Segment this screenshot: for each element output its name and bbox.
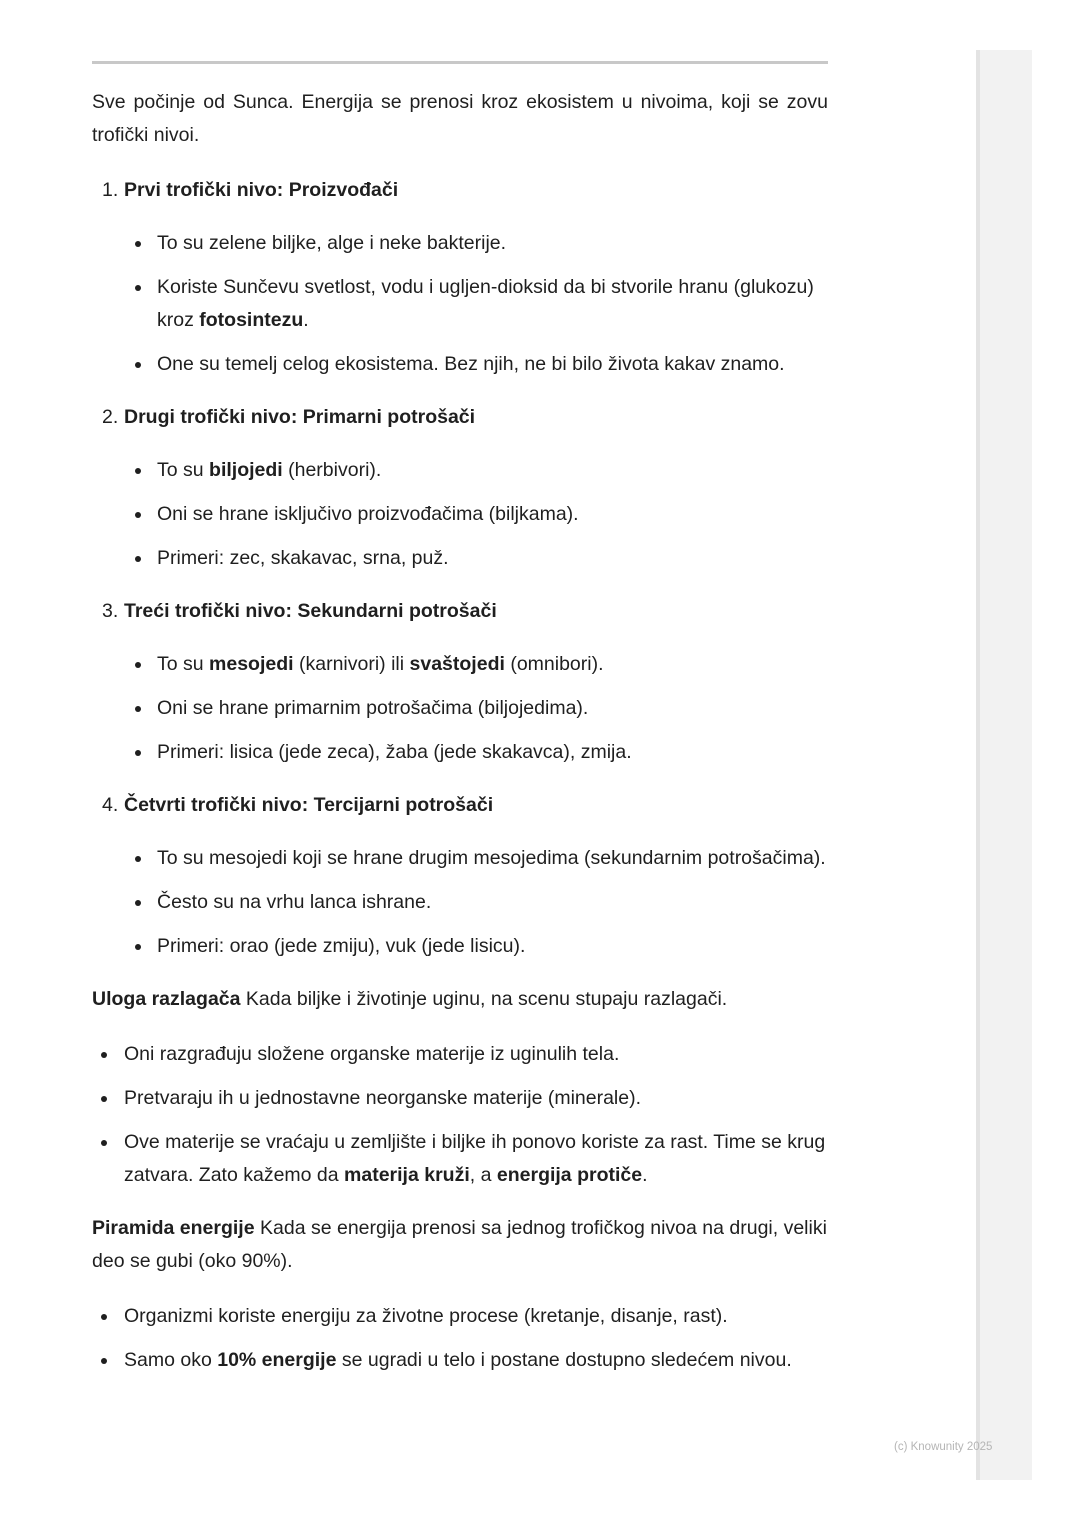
trophic-levels-list xyxy=(92,174,828,963)
text-segment: Primeri: lisica (jede zeca), žaba (jede skakavca), zmija. xyxy=(157,741,632,763)
bullet-item xyxy=(92,1082,828,1115)
bullet-item xyxy=(92,348,828,381)
text-segment: . xyxy=(642,1164,648,1186)
bullet-item xyxy=(92,227,828,260)
text-segment: (karnivori) ili xyxy=(293,653,410,675)
pyramid-paragraph xyxy=(92,1212,828,1278)
copyright-watermark: (c) Knowunity 2025 xyxy=(894,1441,993,1453)
text-segment: To su xyxy=(157,459,210,481)
bullet-item xyxy=(92,498,828,531)
bullet-dot-icon xyxy=(101,1140,107,1146)
bullet-dot-icon xyxy=(101,1052,107,1058)
bold-text: biljojedi xyxy=(209,459,283,481)
text-segment: . xyxy=(303,309,309,331)
text-segment: Oni se hrane isključivo proizvođačima (biljkama). xyxy=(157,503,579,525)
pyramid-text: Kada se energija prenosi sa jednog trofičkog nivoa na drugi, veliki deo se gubi (oko 90%). xyxy=(92,1217,827,1272)
level-bullet-list xyxy=(92,454,828,575)
decomposers-paragraph xyxy=(92,983,828,1016)
bullet-item xyxy=(92,886,828,919)
text-segment: To su xyxy=(157,653,210,675)
level-title: Četvrti trofički nivo: Tercijarni potrošači xyxy=(124,794,494,816)
level-number: 3. xyxy=(102,600,119,622)
text-segment: Koriste Sunčevu svetlost, vodu i ugljen-dioksid da bi stvorile hranu (glukozu) kroz xyxy=(157,276,814,331)
text-segment: , a xyxy=(469,1164,497,1186)
bold-text: svaštojedi xyxy=(409,653,505,675)
level-number: 2. xyxy=(102,406,119,428)
bullet-dot-icon xyxy=(101,1358,107,1364)
bullet-item xyxy=(92,648,828,681)
bullet-item xyxy=(92,454,828,487)
text-segment: Oni razgrađuju složene organske materije iz uginulih tela. xyxy=(124,1043,620,1065)
bullet-dot-icon xyxy=(135,750,141,756)
text-segment: Često su na vrhu lanca ishrane. xyxy=(157,891,432,913)
bullet-item xyxy=(92,1344,828,1377)
decomposers-text: Kada biljke i životinje uginu, na scenu stupaju razlagači. xyxy=(240,988,728,1010)
level-title: Drugi trofički nivo: Primarni potrošači xyxy=(124,406,476,428)
pyramid-bullet-list xyxy=(92,1300,828,1377)
bold-text: 10% energije xyxy=(217,1349,337,1371)
bullet-dot-icon xyxy=(135,944,141,950)
bullet-dot-icon xyxy=(135,662,141,668)
text-segment: One su temelj celog ekosistema. Bez njih, ne bi bilo života kakav znamo. xyxy=(157,353,785,375)
bullet-dot-icon xyxy=(135,285,141,291)
level-number: 1. xyxy=(102,179,119,201)
pyramid-heading: Piramida energije xyxy=(92,1217,255,1239)
bold-text: fotosintezu xyxy=(199,309,304,331)
decomposers-bullet-list xyxy=(92,1038,828,1192)
level-title: Treći trofički nivo: Sekundarni potrošači xyxy=(124,600,497,622)
document-body xyxy=(92,86,828,1397)
bullet-dot-icon xyxy=(135,856,141,862)
trophic-level-section xyxy=(92,401,828,575)
text-segment: (herbivori). xyxy=(282,459,382,481)
bullet-dot-icon xyxy=(135,468,141,474)
bold-text: mesojedi xyxy=(209,653,294,675)
bullet-dot-icon xyxy=(135,706,141,712)
bullet-dot-icon xyxy=(135,241,141,247)
level-bullet-list xyxy=(92,648,828,769)
text-segment: se ugradi u telo i postane dostupno sledećem nivou. xyxy=(336,1349,792,1371)
page-side-strip xyxy=(976,50,1032,1480)
level-title: Prvi trofički nivo: Proizvođači xyxy=(124,179,399,201)
decomposers-heading: Uloga razlagača xyxy=(92,988,241,1010)
bullet-item xyxy=(92,692,828,725)
bullet-dot-icon xyxy=(101,1096,107,1102)
text-segment: Pretvaraju ih u jednostavne neorganske materije (minerale). xyxy=(124,1087,642,1109)
bullet-item xyxy=(92,842,828,875)
bullet-item xyxy=(92,736,828,769)
level-number: 4. xyxy=(102,794,119,816)
trophic-level-section xyxy=(92,174,828,381)
bullet-item xyxy=(92,1300,828,1333)
bullet-item xyxy=(92,1126,828,1192)
level-heading xyxy=(102,401,828,434)
bullet-item xyxy=(92,1038,828,1071)
bullet-dot-icon xyxy=(135,556,141,562)
bullet-item xyxy=(92,930,828,963)
text-segment: Samo oko xyxy=(124,1349,218,1371)
top-divider xyxy=(92,61,828,64)
trophic-level-section xyxy=(92,789,828,963)
bullet-dot-icon xyxy=(135,362,141,368)
level-heading xyxy=(102,595,828,628)
trophic-level-section xyxy=(92,595,828,769)
text-segment: Primeri: zec, skakavac, srna, puž. xyxy=(157,547,449,569)
level-heading xyxy=(102,174,828,207)
intro-paragraph: Sve počinje od Sunca. Energija se prenosi kroz ekosistem u nivoima, koji se zovu trofički nivoi. xyxy=(92,91,828,146)
bullet-item xyxy=(92,542,828,575)
text-segment: Ove materije se vraćaju u zemljište i biljke ih ponovo koriste za rast. Time se krug zatvara. Zato kažemo da xyxy=(124,1131,826,1186)
text-segment: (omnibori). xyxy=(504,653,604,675)
bullet-dot-icon xyxy=(101,1314,107,1320)
level-heading xyxy=(102,789,828,822)
text-segment: Organizmi koriste energiju za životne procese (kretanje, disanje, rast). xyxy=(124,1305,728,1327)
bold-text: materija kruži xyxy=(344,1164,470,1186)
text-segment: To su zelene biljke, alge i neke bakterije. xyxy=(157,232,507,254)
bullet-item xyxy=(92,271,828,337)
level-bullet-list xyxy=(92,842,828,963)
bold-text: energija protiče xyxy=(496,1164,643,1186)
text-segment: Primeri: orao (jede zmiju), vuk (jede lisicu). xyxy=(157,935,526,957)
bullet-dot-icon xyxy=(135,900,141,906)
text-segment: Oni se hrane primarnim potrošačima (biljojedima). xyxy=(157,697,589,719)
text-segment: To su mesojedi koji se hrane drugim mesojedima (sekundarnim potrošačima). xyxy=(157,847,826,869)
level-bullet-list xyxy=(92,227,828,381)
bullet-dot-icon xyxy=(135,512,141,518)
